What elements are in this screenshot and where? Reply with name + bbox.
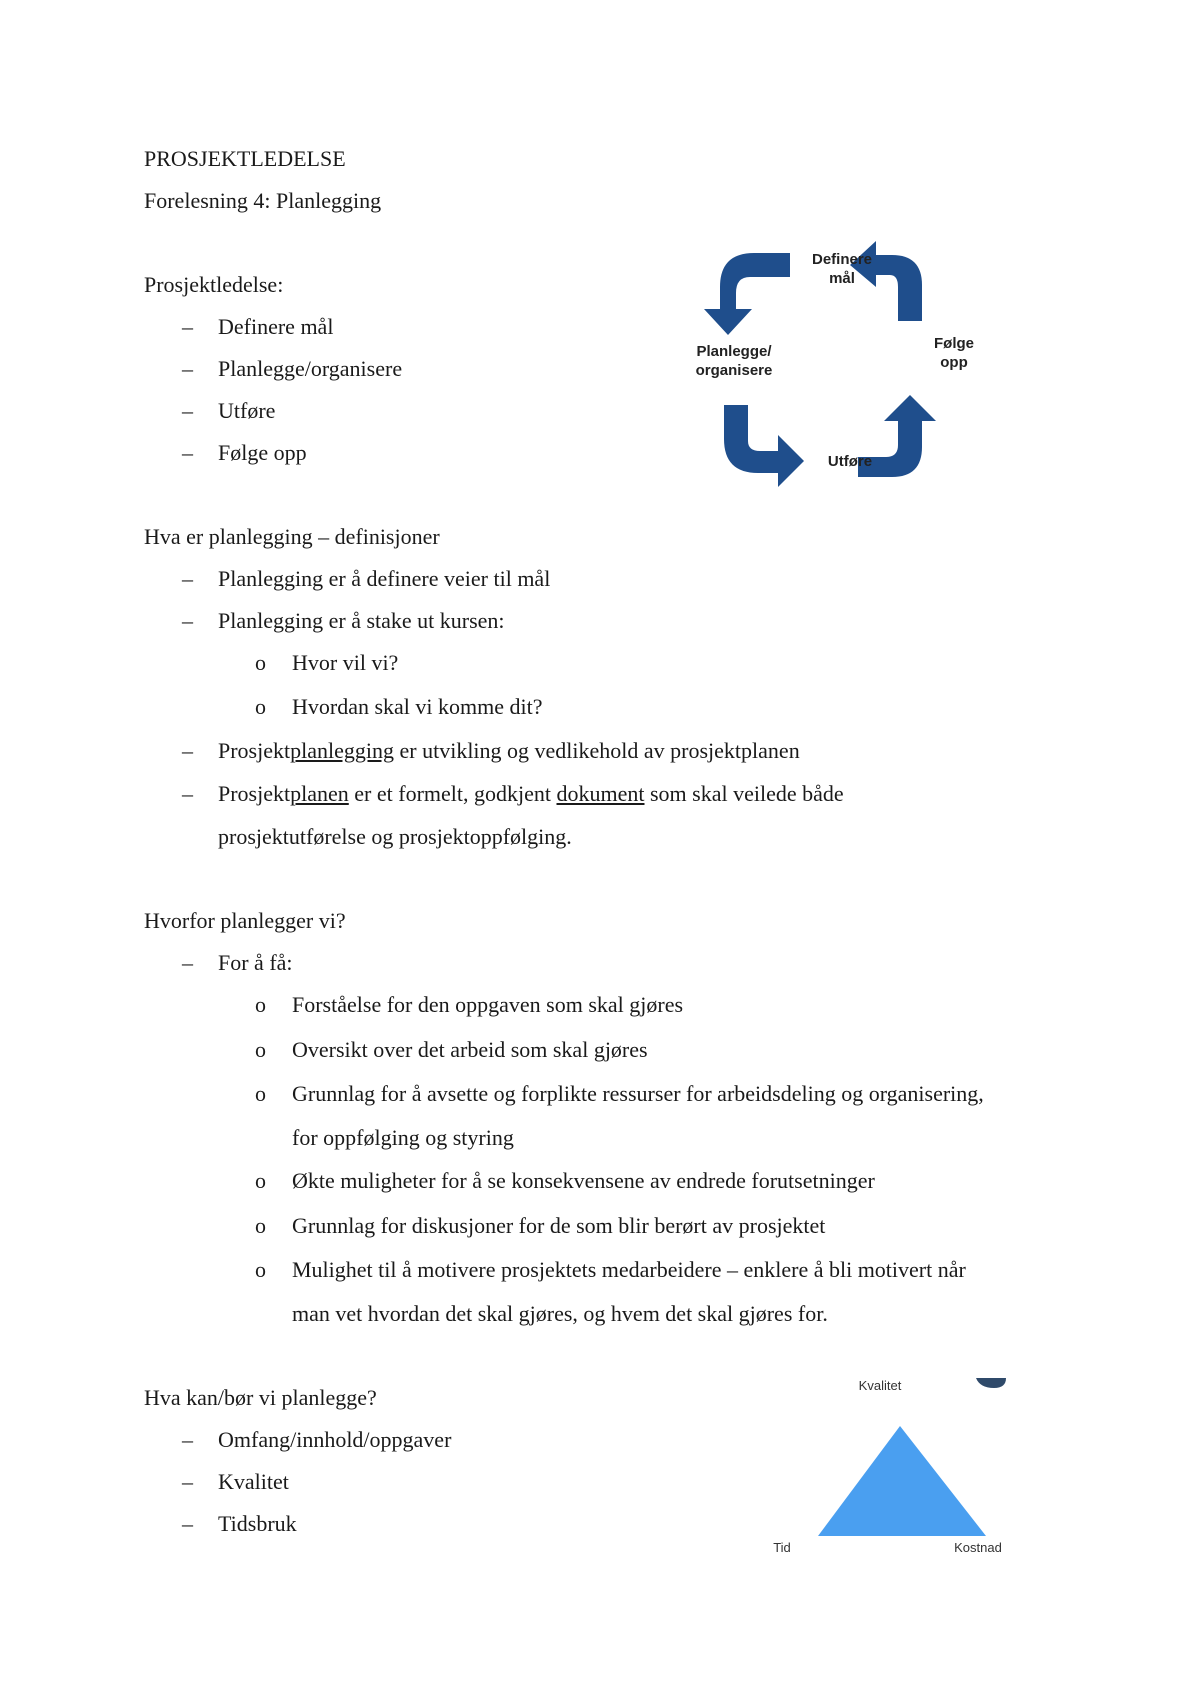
- document-title: PROSJEKTLEDELSE: [144, 146, 346, 171]
- corner-shape-icon: [976, 1378, 1006, 1388]
- cycle-label-right-2: opp: [940, 354, 968, 371]
- sub-list-item: Grunnlag for å avsette og forplikte ressurser for arbeidsdeling og organisering,: [292, 1081, 984, 1106]
- dash-bullet: –: [182, 781, 193, 806]
- list-item: Planlegging er å stake ut kursen:: [218, 608, 505, 633]
- list-item: [218, 737, 800, 765]
- sub-list-item: Grunnlag for diskusjoner for de som blir berørt av prosjektet: [292, 1213, 826, 1238]
- text-run: Prosjekt: [218, 738, 291, 763]
- section-heading-hvorfor: Hvorfor planlegger vi?: [144, 908, 346, 933]
- list-item: Kvalitet: [218, 1469, 289, 1494]
- sub-list-item: Hvordan skal vi komme dit?: [292, 694, 543, 719]
- section-heading-definisjoner: Hva er planlegging – definisjoner: [144, 524, 440, 549]
- triangle-shape: [818, 1426, 986, 1536]
- triangle-label-right: Kostnad: [954, 1540, 1002, 1555]
- dash-bullet: –: [182, 398, 193, 423]
- circle-bullet: o: [255, 1213, 266, 1238]
- underlined-term: dokument: [556, 781, 645, 806]
- list-item: Planlegge/organisere: [218, 356, 403, 381]
- cycle-label-bottom: Utføre: [827, 453, 873, 470]
- dash-bullet: –: [182, 440, 193, 465]
- sub-list-item: Hvor vil vi?: [292, 650, 399, 675]
- dash-bullet: –: [182, 1511, 193, 1536]
- sub-list-item: Oversikt over det arbeid som skal gjøres: [292, 1037, 648, 1062]
- circle-bullet: o: [255, 1037, 266, 1062]
- circle-bullet: o: [255, 1257, 266, 1282]
- text-run: er utvikling og vedlikehold av prosjektplanen: [394, 738, 800, 763]
- list-item: [218, 780, 844, 808]
- dash-bullet: –: [182, 950, 193, 975]
- section-heading-hva-planlegge: Hva kan/bør vi planlegge?: [144, 1385, 377, 1410]
- dash-bullet: –: [182, 1427, 193, 1452]
- text-run: Prosjekt: [218, 781, 291, 806]
- underlined-term: planlegging: [290, 738, 394, 763]
- list-item: Tidsbruk: [218, 1511, 297, 1536]
- list-item-continuation: prosjektutførelse og prosjektoppfølging.: [218, 824, 572, 849]
- cycle-arrow-icon: [704, 253, 790, 335]
- triangle-label-left: Tid: [773, 1540, 791, 1555]
- cycle-label-right: Følge: [934, 335, 974, 352]
- text-run: som skal veilede både: [644, 781, 844, 806]
- circle-bullet: o: [255, 1081, 266, 1106]
- sub-list-item: Forståelse for den oppgaven som skal gjøres: [292, 992, 684, 1017]
- cycle-label-top: Definere: [811, 251, 873, 268]
- text-run: er et formelt, godkjent: [348, 781, 557, 806]
- dash-bullet: –: [182, 314, 193, 339]
- list-item: Utføre: [218, 398, 276, 423]
- cycle-label-top-2: mål: [829, 270, 855, 287]
- project-triangle-diagram: [760, 1372, 1020, 1562]
- dash-bullet: –: [182, 356, 193, 381]
- dash-bullet: –: [182, 566, 193, 591]
- section-heading-prosjektledelse: Prosjektledelse:: [144, 272, 284, 297]
- list-item: For å få:: [218, 950, 293, 975]
- list-item: Følge opp: [218, 440, 307, 465]
- triangle-label-top: Kvalitet: [858, 1378, 902, 1393]
- dash-bullet: –: [182, 1469, 193, 1494]
- dash-bullet: –: [182, 608, 193, 633]
- cycle-label-left: Planlegge/: [696, 343, 772, 360]
- dash-bullet: –: [182, 738, 193, 763]
- sub-list-item-continuation: for oppfølging og styring: [292, 1125, 514, 1150]
- list-item: Definere mål: [218, 314, 334, 339]
- document-subtitle: Forelesning 4: Planlegging: [144, 188, 382, 213]
- cycle-label-left-2: organisere: [695, 362, 773, 379]
- circle-bullet: o: [255, 694, 266, 719]
- underlined-term: planen: [290, 781, 349, 806]
- circle-bullet: o: [255, 650, 266, 675]
- circle-bullet: o: [255, 992, 266, 1017]
- circle-bullet: o: [255, 1168, 266, 1193]
- list-item: Omfang/innhold/oppgaver: [218, 1427, 452, 1452]
- sub-list-item: Mulighet til å motivere prosjektets medarbeidere – enklere å bli motivert når: [292, 1257, 966, 1282]
- planning-cycle-diagram: [668, 235, 1008, 497]
- sub-list-item-continuation: man vet hvordan det skal gjøres, og hvem det skal gjøres for.: [292, 1301, 828, 1326]
- sub-list-item: Økte muligheter for å se konsekvensene av endrede forutsetninger: [292, 1168, 875, 1193]
- cycle-arrow-icon: [724, 405, 804, 487]
- list-item: Planlegging er å definere veier til mål: [218, 566, 551, 591]
